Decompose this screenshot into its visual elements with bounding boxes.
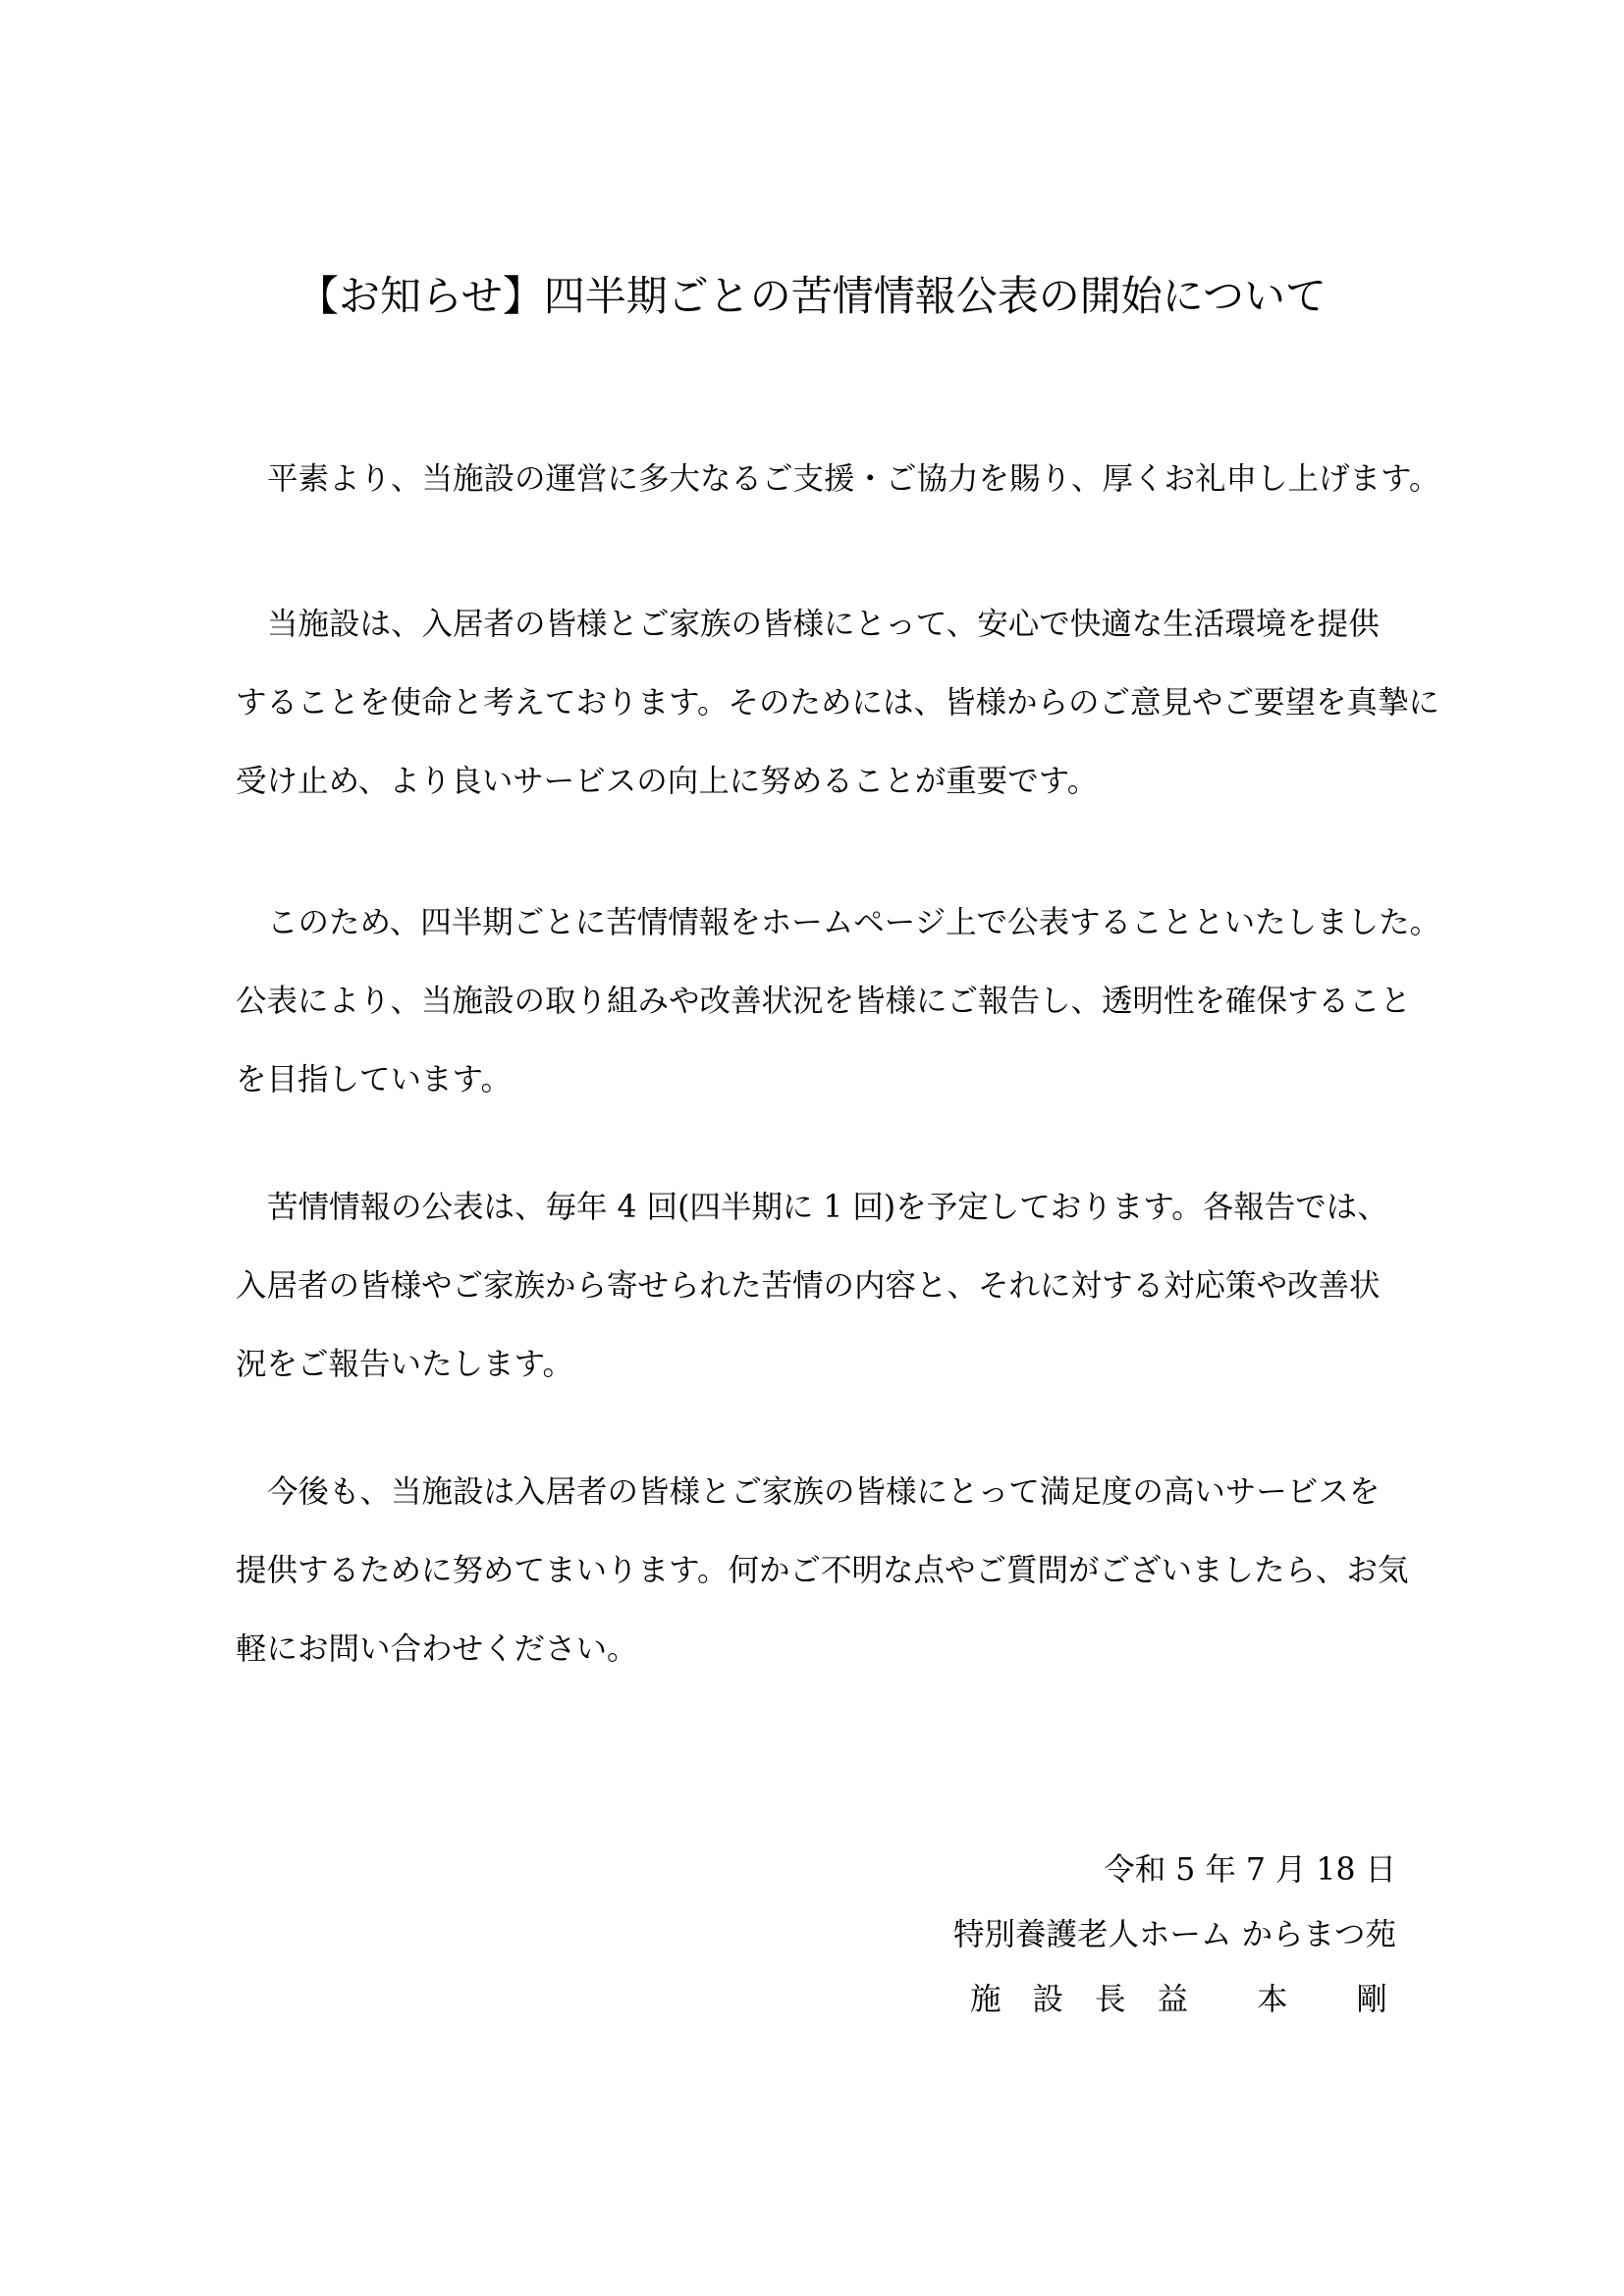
paragraph-schedule — [236, 1168, 1394, 1404]
paragraph-line: 公表により、当施設の取り組みや改善状況を皆様にご報告し、透明性を確保すること — [236, 984, 1412, 1019]
paragraph-line: 苦情情報の公表は、毎年 4 回(四半期に 1 回)を予定しております。各報告では、 — [267, 1190, 1388, 1225]
paragraph-line: 当施設は、入居者の皆様とご家族の皆様にとって、安心で快適な生活環境を提供 — [267, 607, 1380, 642]
paragraph-closing — [236, 1453, 1409, 1688]
signature-organization: 特別養護老人ホーム からまつ苑 — [952, 1917, 1396, 1952]
paragraph-line: このため、四半期ごとに苦情情報をホームページ上で公表することといたしました。 — [267, 905, 1441, 940]
paragraph-line: 軽にお問い合わせください。 — [236, 1631, 638, 1667]
paragraph-line: 況をご報告いたします。 — [236, 1347, 573, 1382]
signature-position: 施設長 — [970, 1982, 1158, 2017]
paragraph-mission — [236, 585, 1439, 821]
paragraph-line: 平素より、当施設の運営に多大なるご支援・ご協力を賜り、厚くお礼申し上げます。 — [267, 461, 1440, 497]
paragraph-line: 今後も、当施設は入居者の皆様とご家族の皆様にとって満足度の高いサービスを — [267, 1474, 1380, 1510]
signature-name: 益本剛 — [1157, 1982, 1457, 2017]
signature-person — [970, 1967, 1457, 2032]
paragraph-line: 入居者の皆様やご家族から寄せられた苦情の内容と、それに対する対応策や改善状 — [236, 1268, 1380, 1304]
paragraph-line: 受け止め、より良いサービスの向上に努めることが重要です。 — [236, 764, 1099, 799]
paragraph-publication — [236, 883, 1441, 1119]
signature-block — [952, 1838, 1457, 2032]
paragraph-line: することを使命と考えております。そのためには、皆様からのご意見やご要望を真摯に — [236, 685, 1439, 721]
paragraph-greeting — [236, 440, 1440, 518]
paragraph-line: 提供するために努めてまいります。何かご不明な点やご質問がございましたら、お気 — [236, 1553, 1409, 1588]
document-title: 【お知らせ】四半期ごとの苦情情報公表の開始について — [298, 272, 1326, 320]
signature-date: 令和 5 年 7 月 18 日 — [1104, 1852, 1396, 1888]
paragraph-line: を目指しています。 — [236, 1062, 512, 1097]
